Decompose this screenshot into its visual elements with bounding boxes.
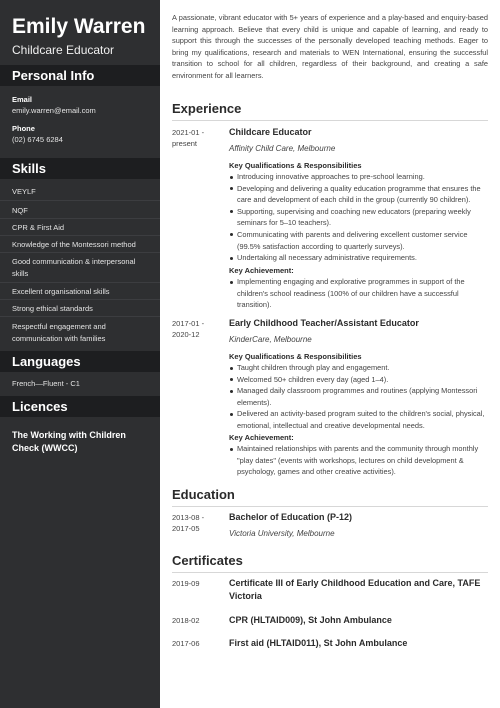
- sidebar: [0, 0, 160, 708]
- certificate-title: CPR (HLTAID009), St John Ambulance: [229, 615, 392, 625]
- list-item: Implementing engaging and explorative programmes in support of the children's school readiness (100% of our children have a successful transition).: [229, 276, 489, 311]
- certificate-date: 2018-02: [172, 616, 200, 625]
- skill-item: Knowledge of the Montessori method: [12, 240, 136, 249]
- phone-label: Phone: [12, 124, 35, 133]
- language-item: French—Fluent - C1: [12, 379, 80, 388]
- licence-item: The Working with Children Check (WWCC): [12, 430, 126, 453]
- list-item: Welcomed 50+ children every day (aged 1–4).: [229, 374, 489, 386]
- section-divider: [172, 120, 488, 121]
- list-item: Undertaking all necessary administrative requirements.: [229, 252, 489, 264]
- list-item: Taught children through play and engagement.: [229, 362, 489, 374]
- personal-info-heading: Personal Info: [0, 65, 160, 86]
- certificate-date: 2019-09: [172, 579, 200, 588]
- certificate-title: Certificate III of Early Childhood Education and Care, TAFE Victoria: [229, 578, 481, 601]
- divider: [0, 316, 160, 317]
- list-item: Maintained relationships with parents and the community through monthly "play dates" (events with workshops, lectures on child development & psychology, games and other creative activities).: [229, 443, 489, 478]
- education-heading: Education: [172, 487, 235, 502]
- divider: [0, 218, 160, 219]
- education-date: 2013-08 - 2017-05: [172, 513, 205, 533]
- divider: [0, 252, 160, 253]
- list-item: Communicating with parents and delivering excellent customer service (99.5% satisfaction according to quarterly surveys).: [229, 229, 489, 252]
- phone-value: (02) 6745 6284: [12, 135, 63, 144]
- achievement-heading: Key Achievement:: [229, 266, 294, 275]
- qualifications-heading: Key Qualifications & Responsibilities: [229, 352, 362, 361]
- languages-heading: Languages: [0, 351, 160, 372]
- skill-item: Respectful engagement and communication with families: [12, 322, 106, 343]
- certificate-title: First aid (HLTAID011), St John Ambulance: [229, 638, 408, 648]
- licences-heading: Licences: [0, 396, 160, 417]
- job-date: 2021-01 - present: [172, 128, 205, 148]
- profile-summary: A passionate, vibrant educator with 5+ years of experience and a play-based and enquiry-based learning approach. Believe that every child is unique and capable of learning, and ready to support this through the successes of the personally developed teaching methods. Eager to bring my qualifications, research and materials to WEN International, ensuring the successful transition to school for all children, regardless of their background, and creating a safe environment for all learners.: [172, 13, 488, 80]
- email-value[interactable]: emily.warren@email.com: [12, 106, 96, 115]
- section-divider: [172, 506, 488, 507]
- school-name: Victoria University, Melbourne: [229, 529, 335, 538]
- candidate-name: Emily Warren: [12, 15, 146, 38]
- list-item: Delivered an activity-based program suited to the children's social, physical, emotional, intellectual and creative developmental needs.: [229, 408, 489, 431]
- list-item: Developing and delivering a quality education programme that ensures the care and development of each child in the group (currently 90 children).: [229, 183, 489, 206]
- divider: [0, 282, 160, 283]
- job-title: Childcare Educator: [229, 127, 312, 137]
- skill-item: VEYLF: [12, 187, 36, 196]
- skill-item: Good communication & interpersonal skills: [12, 257, 136, 278]
- job-employer: Affinity Child Care, Melbourne: [229, 144, 336, 153]
- divider: [0, 235, 160, 236]
- responsibility-list: [229, 362, 489, 432]
- certificates-heading: Certificates: [172, 553, 243, 568]
- skill-item: NQF: [12, 206, 28, 215]
- responsibility-list: [229, 171, 489, 264]
- job-title: Early Childhood Teacher/Assistant Educator: [229, 318, 419, 328]
- skill-item: Excellent organisational skills: [12, 287, 110, 296]
- degree-title: Bachelor of Education (P-12): [229, 512, 353, 522]
- list-item: Introducing innovative approaches to pre-school learning.: [229, 171, 489, 183]
- achievement-list: [229, 443, 489, 478]
- list-item: Supporting, supervising and coaching new educators (preparing weekly seminars for 5–10 teachers).: [229, 206, 489, 229]
- skill-item: CPR & First Aid: [12, 223, 65, 232]
- job-employer: KinderCare, Melbourne: [229, 335, 312, 344]
- skill-item: Strong ethical standards: [12, 304, 93, 313]
- list-item: Managed daily classroom programmes and routines (applying Montessori elements).: [229, 385, 489, 408]
- email-label: Email: [12, 95, 33, 104]
- section-divider: [172, 572, 488, 573]
- achievement-heading: Key Achievement:: [229, 433, 294, 442]
- skills-heading: Skills: [0, 158, 160, 179]
- candidate-title: Childcare Educator: [12, 43, 115, 57]
- achievement-list: [229, 276, 489, 311]
- qualifications-heading: Key Qualifications & Responsibilities: [229, 161, 362, 170]
- divider: [0, 299, 160, 300]
- divider: [0, 200, 160, 201]
- experience-heading: Experience: [172, 101, 242, 116]
- job-date: 2017-01 - 2020-12: [172, 319, 205, 339]
- certificate-date: 2017-06: [172, 639, 200, 648]
